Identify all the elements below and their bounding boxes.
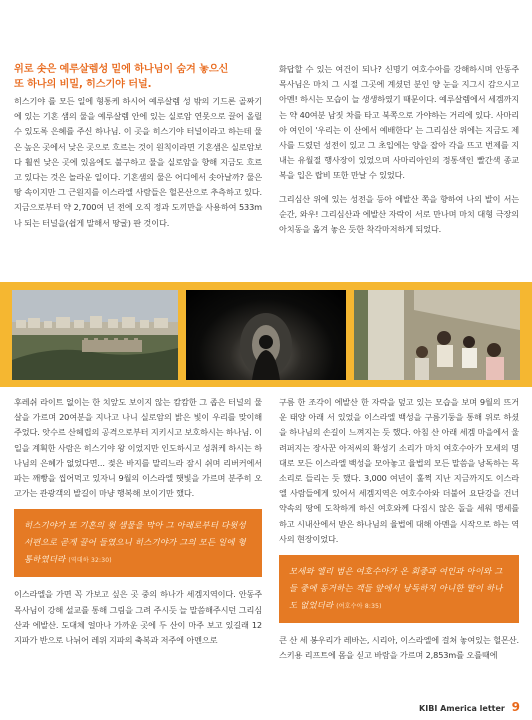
- visitors-illustration: [354, 290, 520, 380]
- article-column-bottom-right: [279, 395, 519, 671]
- heading-line-2: 또 하나의 비밀, 히스기야 터널.: [14, 79, 152, 90]
- hezekiah-tunnel-photo: [186, 290, 346, 380]
- paragraph: 구름 한 조각이 에발산 한 자락을 덮고 있는 모습을 보며 9월의 뜨거운 태양 아래 서 있었을 이스라엘 백성을 구름기둥을 통해 위로 하셨을 하나님의 손길이 느껴지는 듯 했다. 아침 산 아래 세겜 마을에서 울려퍼지는 장사꾼 아저씨의 확성기 소리가 마치 여호수아가 모세의 명대로 모든 이스라엘 백성을 모아놓고 율법의 모든 말씀을 낭독하는 목소리로 들리는 듯 했다. 3,000 여년이 훌쩍 지난 지금까지도 이스라엘 사람들에게 있어서 세겜지역은 여호수아와 더불어 요단강을 건너 약속의 땅에 도착하게 하신 여호와께 다짐시 않은 돌을 세워 맹세를 하고 시내산에서 받은 하나님의 율법에 대해 아멘을 시작으로 하는 역사의 현장이었다.: [279, 397, 519, 544]
- paragraph: 후레쉬 라이트 없이는 한 치앞도 보이지 않는 캄캄한 그 좁은 터널의 물살을 가르며 20여분을 지나고 나니 실로암의 밝은 빛이 우리를 맞이해 주었다. 앗수르 산헤립의 공격으로부터 지키시고 보호하시는 하나님. 이 일을 계획한 사람은 히스기야 왕 이었지만 인도하시고 성취케 하시는 하나님의 은혜가 없었다면... 젖은 바지를 말리느라 잠시 쉬며 리버커에서 파는 깨빵을 씹어먹고 있자니 9월의 이스라엘 햇빛을 가르며 분주히 오고가는 관광객의 발길이 마냥 행복해 보이기만 했다.: [14, 397, 262, 499]
- photo-strip: [0, 282, 532, 387]
- scripture-callout: [279, 555, 519, 623]
- tunnel-visitors-photo: [354, 290, 520, 380]
- paragraph: 화답할 수 있는 여건이 되나? 신명기 여호수아를 강해하시며 안동주 목사님은 마치 그 시절 그곳에 계셨던 분인 양 눈을 지그시 감으시고 아멘! 하시는 모습이 늘 생생하였기 때문이다. 예루살렘에서 세겜까지는 약 40여분 남짓 차를 타고 북쪽으로 가야하는 거리에 있다. 사마리아 여인이 '우리는 이 산에서 예배한다' 는 그리심산 위에는 지금도 제사를 드렸던 성전이 있고 그 초입에는 양을 잡아 각을 뜨고 번제를 지내는 유월절 행사장이 있었으며 사마리아인의 정통색인 빨간색 종교복을 입은 랍비 또한 만날 수 있었다.: [279, 64, 520, 181]
- paragraph: 그리심산 위에 있는 성전을 등아 에발산 쪽을 향하여 나의 발이 서는 순간, 와우! 그리심산과 에발산 자락이 서로 만나며 마치 대형 극장의 아치동을 옮겨 놓은 듯한 착각마저하게 되었다.: [279, 193, 519, 235]
- scripture-text: 모세와 엘리 범은 여호수아가 온 회중과 여인과 아이와 그들 중에 동거하는 객들 앞에서 낭독하지 아니한 말이 하나도 없었더라: [289, 566, 503, 611]
- paragraph: 큰 산 세 봉우리가 레바논, 시리아, 이스라엘에 걸쳐 놓여있는 헐몬산. 스키용 리프트에 몸을 싣고 바람을 가르며 2,853m를 오를때에: [279, 635, 519, 661]
- article-column-bottom-left: [14, 395, 262, 656]
- jerusalem-city-photo: [12, 290, 178, 380]
- article-column-top-left: [14, 62, 262, 239]
- scripture-text: 히스기야가 또 기혼의 윗 샘물을 막아 그 아래로부터 다윗성 서편으로 곧게 끌어 들였으니 히스기야가 그의 모든 일에 형통하였더라: [24, 520, 246, 565]
- page-number: 9: [511, 700, 520, 714]
- magazine-name: KIBI America letter: [419, 704, 505, 713]
- scripture-reference: (역대하 32:30): [68, 557, 112, 565]
- page-footer: [419, 700, 520, 714]
- paragraph: 이스라엘을 가면 꼭 가보고 싶은 곳 중의 하나가 세겜지역이다. 안동주 목사님이 강해 설교를 통해 그림을 그려 주시듯 늘 말씀해주시던 그리심산과 에발산. 도대체 얼마나 가까운 곳에 두 산이 마주 보고 있길래 12지파가 반으로 나뉘어 레위 지파의 축복과 저주에 아멘으로: [14, 589, 262, 646]
- scripture-reference: (여호수아 8:35): [336, 603, 382, 611]
- scripture-callout: [14, 509, 262, 577]
- article-column-top-right: [279, 62, 519, 245]
- paragraph: 히스기야 를 모든 일에 형통케 하시어 예루살렘 성 밖의 기드론 골짜기에 있는 기혼 샘의 물을 예루살렘 안에 있는 실로암 연못으로 끌어 올릴 수 있도록 은혜를 주신 하나님. 이 곳을 히스기야 터널이라고 하는데 물은 높은 곳에서 낮은 곳으로 흐르는 것이 원칙이라면 기혼샘은 실로암보다 훨씬 낮은 곳에 있음에도 불구하고 물을 실로암을 향해 지금도 흐르고 있다는 것은 놀라운 일이다. 기혼샘의 물은 어디에서 솟아날까? 물은 땅 속이지만 그 근원지를 이스라엘 사람들은 헐몬산으로 추측하고 있다. 지금으로부터 약 2,700여 년 전에 오직 정과 도끼만을 사용하여 533m나 되는 터널을(쉽게 말해서 땅굴) 판 것이다.: [14, 96, 262, 228]
- jerusalem-city-illustration: [12, 290, 178, 380]
- section-heading: [14, 62, 262, 92]
- tunnel-illustration: [186, 290, 346, 380]
- heading-line-1: 위로 솟은 예루살렘성 밑에 하나님이 숨겨 놓으신: [14, 64, 229, 75]
